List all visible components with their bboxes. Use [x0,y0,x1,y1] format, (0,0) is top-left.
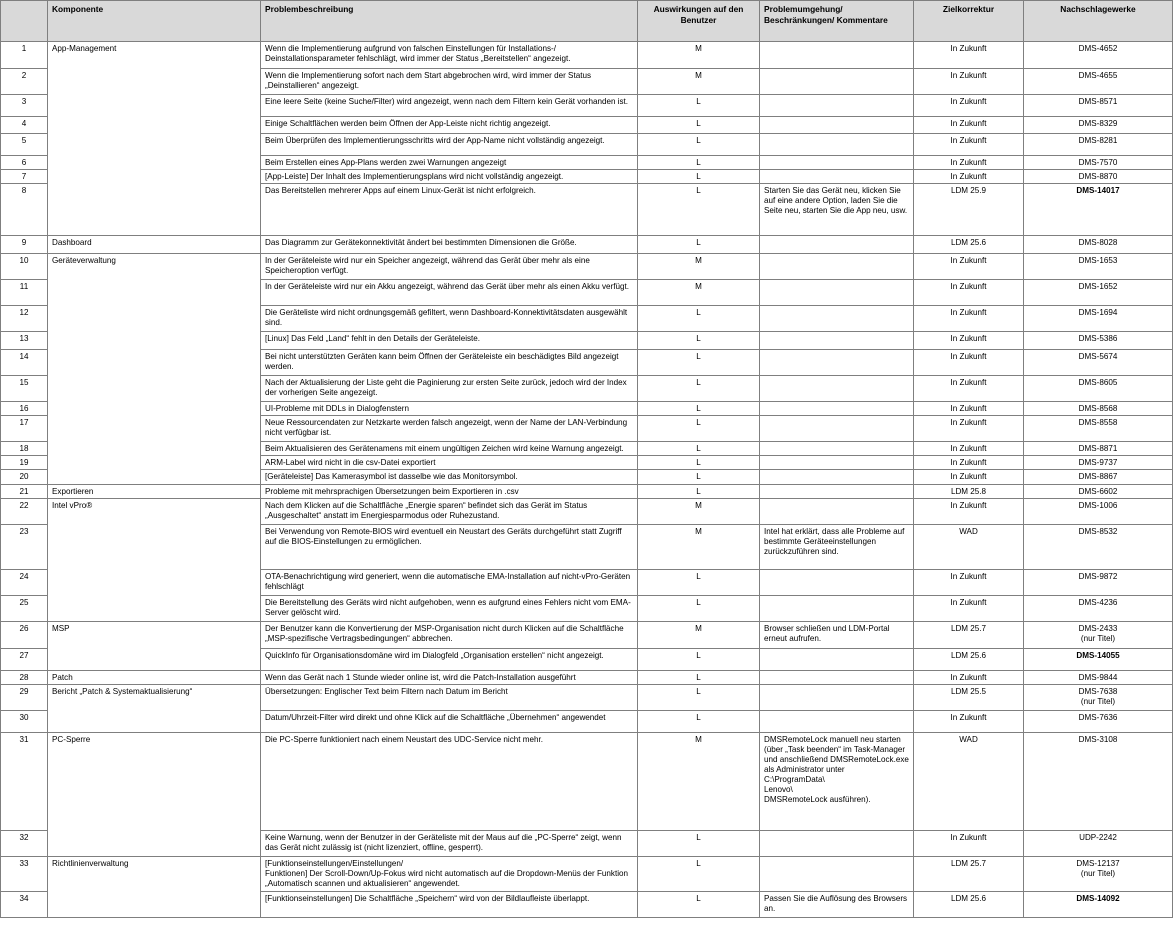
row-target: WAD [914,524,1024,569]
table-row [1,484,1173,498]
row-reference: DMS-8558 [1024,416,1173,442]
row-number: 2 [1,69,48,95]
row-target: In Zukunft [914,670,1024,684]
row-target: In Zukunft [914,830,1024,856]
row-impact: L [638,236,760,254]
row-component [48,350,261,376]
table-row [1,456,1173,470]
row-problem: Die PC-Sperre funktioniert nach einem Neustart des UDC-Service nicht mehr. [261,732,638,830]
row-reference: DMS-8532 [1024,524,1173,569]
row-number: 26 [1,621,48,648]
row-target: In Zukunft [914,170,1024,184]
table-row [1,470,1173,484]
row-reference: DMS-5674 [1024,350,1173,376]
row-reference: DMS-12137 (nur Titel) [1024,856,1173,891]
row-reference: DMS-14017 [1024,184,1173,236]
table-row [1,442,1173,456]
table-row [1,69,1173,95]
row-impact: M [638,732,760,830]
row-component [48,710,261,732]
header-number [1,1,48,42]
table-row [1,236,1173,254]
table-row [1,524,1173,569]
row-component [48,648,261,670]
row-reference: DMS-7638 (nur Titel) [1024,684,1173,710]
row-number: 5 [1,134,48,156]
table-row [1,134,1173,156]
table-row [1,684,1173,710]
row-target: In Zukunft [914,416,1024,442]
row-target: LDM 25.6 [914,648,1024,670]
row-target: In Zukunft [914,376,1024,402]
row-component: Bericht „Patch & Systemaktualisierung“ [48,684,261,710]
row-number: 11 [1,280,48,306]
row-problem: In der Geräteleiste wird nur ein Akku angezeigt, während das Gerät über mehr als einen Akku verfügt. [261,280,638,306]
row-workaround [760,306,914,332]
row-component [48,524,261,569]
row-problem: UI-Probleme mit DDLs in Dialogfenstern [261,402,638,416]
table-row [1,891,1173,917]
row-problem: Bei nicht unterstützten Geräten kann beim Öffnen der Geräteleiste ein beschädigtes Bild angezeigt werden. [261,350,638,376]
row-impact: L [638,856,760,891]
table-row [1,156,1173,170]
row-target: In Zukunft [914,42,1024,69]
row-impact: M [638,42,760,69]
row-reference: DMS-9872 [1024,569,1173,595]
row-workaround [760,470,914,484]
row-number: 8 [1,184,48,236]
row-impact: L [638,332,760,350]
row-impact: L [638,306,760,332]
row-number: 21 [1,484,48,498]
row-problem: Die Bereitstellung des Geräts wird nicht aufgehoben, wenn es aufgrund eines Fehlers nicht vom EMA-Server gelöscht wird. [261,595,638,621]
row-problem: [Funktionseinstellungen] Die Schaltfläche „Speichern“ wird von der Bildlaufleiste überlappt. [261,891,638,917]
table-row [1,830,1173,856]
row-impact: L [638,95,760,117]
row-component: Geräteverwaltung [48,254,261,280]
row-number: 16 [1,402,48,416]
row-problem: Beim Erstellen eines App-Plans werden zwei Warnungen angezeigt [261,156,638,170]
row-reference: DMS-1694 [1024,306,1173,332]
row-workaround [760,95,914,117]
row-workaround: Starten Sie das Gerät neu, klicken Sie auf eine andere Option, laden Sie die Seite neu, starten Sie die App neu, usw. [760,184,914,236]
row-component [48,170,261,184]
row-reference: DMS-6602 [1024,484,1173,498]
row-problem: Nach der Aktualisierung der Liste geht die Paginierung zur ersten Seite zurück, jedoch wird der Index der vorherigen Seite angezeigt. [261,376,638,402]
row-target: In Zukunft [914,156,1024,170]
row-impact: L [638,456,760,470]
row-workaround [760,456,914,470]
row-impact: L [638,830,760,856]
row-reference: DMS-7570 [1024,156,1173,170]
row-problem: Wenn die Implementierung aufgrund von falschen Einstellungen für Installations-/ Deinstallationsparameter fehlschlägt, wird immer der Status „Bereitstellen“ angezeigt. [261,42,638,69]
row-component [48,95,261,117]
row-workaround [760,484,914,498]
row-workaround [760,134,914,156]
row-problem: [Funktionseinstellungen/Einstellungen/ Funktionen] Der Scroll-Down/Up-Fokus wird nicht automatisch auf die Dropdown-Menüs der Funktion „Automatisch scannen und aktualisieren“ angewendet. [261,856,638,891]
table-body [1,42,1173,918]
row-reference: DMS-4652 [1024,42,1173,69]
row-workaround [760,856,914,891]
row-problem: Übersetzungen: Englischer Text beim Filtern nach Datum im Bericht [261,684,638,710]
row-target: In Zukunft [914,254,1024,280]
row-target: In Zukunft [914,117,1024,134]
row-reference: DMS-4236 [1024,595,1173,621]
row-problem: Einige Schaltflächen werden beim Öffnen der App-Leiste nicht richtig angezeigt. [261,117,638,134]
row-workaround [760,42,914,69]
row-impact: M [638,498,760,524]
row-number: 24 [1,569,48,595]
table-row [1,350,1173,376]
row-impact: L [638,402,760,416]
table-header-row [1,1,1173,42]
row-workaround: DMSRemoteLock manuell neu starten (über „Task beenden“ im Task-Manager und anschließend DMSRemoteLock.exe als Administrator unter C:\ProgramData\ Lenovo\ DMSRemoteLock ausführen). [760,732,914,830]
row-problem: Das Bereitstellen mehrerer Apps auf einem Linux-Gerät ist nicht erfolgreich. [261,184,638,236]
row-workaround [760,648,914,670]
row-reference: DMS-8871 [1024,442,1173,456]
row-reference: DMS-14055 [1024,648,1173,670]
row-number: 30 [1,710,48,732]
row-reference: UDP-2242 [1024,830,1173,856]
table-row [1,648,1173,670]
row-impact: L [638,350,760,376]
row-component: Intel vPro® [48,498,261,524]
row-impact: L [638,470,760,484]
row-component [48,306,261,332]
row-component [48,456,261,470]
row-target: LDM 25.7 [914,621,1024,648]
row-workaround [760,376,914,402]
row-reference: DMS-14092 [1024,891,1173,917]
row-number: 7 [1,170,48,184]
table-row [1,376,1173,402]
row-target: In Zukunft [914,306,1024,332]
row-reference: DMS-8281 [1024,134,1173,156]
header-reference: Nachschlagewerke [1024,1,1173,42]
row-workaround [760,170,914,184]
row-problem: ARM-Label wird nicht in die csv-Datei exportiert [261,456,638,470]
row-component [48,376,261,402]
row-reference: DMS-8605 [1024,376,1173,402]
table-row [1,280,1173,306]
row-impact: L [638,134,760,156]
row-component: Richtlinienverwaltung [48,856,261,891]
row-number: 6 [1,156,48,170]
row-workaround [760,156,914,170]
row-impact: L [638,416,760,442]
row-number: 29 [1,684,48,710]
row-workaround [760,254,914,280]
row-impact: L [638,184,760,236]
row-impact: L [638,376,760,402]
table-row [1,732,1173,830]
row-reference: DMS-9844 [1024,670,1173,684]
row-impact: L [638,442,760,456]
row-number: 17 [1,416,48,442]
row-impact: L [638,117,760,134]
row-workaround [760,670,914,684]
row-number: 33 [1,856,48,891]
row-reference: DMS-8028 [1024,236,1173,254]
row-number: 3 [1,95,48,117]
table-row [1,170,1173,184]
row-impact: L [638,684,760,710]
row-problem: [Geräteleiste] Das Kamerasymbol ist dasselbe wie das Monitorsymbol. [261,470,638,484]
row-component [48,156,261,170]
row-reference: DMS-5386 [1024,332,1173,350]
row-component [48,595,261,621]
row-component: Patch [48,670,261,684]
row-problem: In der Geräteleiste wird nur ein Speicher angezeigt, während das Gerät über mehr als eine Speicheroption verfügt. [261,254,638,280]
row-problem: OTA-Benachrichtigung wird generiert, wenn die automatische EMA-Installation auf nicht-vPro-Geräten fehlschlägt [261,569,638,595]
table-row [1,402,1173,416]
row-component [48,416,261,442]
row-number: 25 [1,595,48,621]
row-target: LDM 25.6 [914,236,1024,254]
row-impact: M [638,254,760,280]
row-target: In Zukunft [914,470,1024,484]
row-workaround [760,684,914,710]
row-problem: [Linux] Das Feld „Land“ fehlt in den Details der Geräteleiste. [261,332,638,350]
row-component: App-Management [48,42,261,69]
row-component [48,184,261,236]
row-problem: Wenn die Implementierung sofort nach dem Start abgebrochen wird, wird immer der Status „Deinstallieren“ angezeigt. [261,69,638,95]
row-workaround [760,69,914,95]
row-target: In Zukunft [914,69,1024,95]
row-problem: Datum/Uhrzeit-Filter wird direkt und ohne Klick auf die Schaltfläche „Übernehmen“ angewendet [261,710,638,732]
table-row [1,95,1173,117]
row-target: In Zukunft [914,134,1024,156]
table-row [1,856,1173,891]
table-row [1,254,1173,280]
table-row [1,117,1173,134]
row-target: In Zukunft [914,569,1024,595]
row-reference: DMS-8568 [1024,402,1173,416]
row-workaround [760,236,914,254]
row-workaround [760,117,914,134]
row-problem: Probleme mit mehrsprachigen Übersetzungen beim Exportieren in .csv [261,484,638,498]
row-target: WAD [914,732,1024,830]
row-reference: DMS-1653 [1024,254,1173,280]
row-number: 22 [1,498,48,524]
row-number: 23 [1,524,48,569]
table-row [1,306,1173,332]
row-workaround [760,710,914,732]
header-impact: Auswirkungen auf den Benutzer [638,1,760,42]
table-row [1,332,1173,350]
row-component [48,332,261,350]
row-workaround [760,332,914,350]
row-component: PC-Sperre [48,732,261,830]
row-reference: DMS-1006 [1024,498,1173,524]
row-component: MSP [48,621,261,648]
row-problem: Beim Überprüfen des Implementierungsschritts wird der App-Name nicht vollständig angezeigt. [261,134,638,156]
table-row [1,416,1173,442]
row-problem: Die Geräteliste wird nicht ordnungsgemäß gefiltert, wenn Dashboard-Konnektivitätsdaten ausgewählt sind. [261,306,638,332]
row-workaround [760,402,914,416]
row-component: Dashboard [48,236,261,254]
table-row [1,184,1173,236]
row-target: In Zukunft [914,456,1024,470]
row-number: 13 [1,332,48,350]
row-reference: DMS-4655 [1024,69,1173,95]
row-reference: DMS-9737 [1024,456,1173,470]
row-target: In Zukunft [914,595,1024,621]
row-number: 34 [1,891,48,917]
row-workaround [760,442,914,456]
row-workaround [760,416,914,442]
row-impact: L [638,710,760,732]
row-impact: L [638,170,760,184]
row-target: LDM 25.6 [914,891,1024,917]
row-workaround [760,280,914,306]
row-reference: DMS-1652 [1024,280,1173,306]
row-impact: L [638,484,760,498]
row-number: 28 [1,670,48,684]
row-reference: DMS-8329 [1024,117,1173,134]
row-workaround [760,830,914,856]
row-target: In Zukunft [914,402,1024,416]
row-problem: Nach dem Klicken auf die Schaltfläche „Energie sparen“ befindet sich das Gerät im Status „Ausgeschaltet“ anstatt im Energiesparmodus oder Ruhezustand. [261,498,638,524]
row-problem: Bei Verwendung von Remote-BIOS wird eventuell ein Neustart des Geräts durchgeführt statt Zugriff auf die BIOS-Einstellungen zu ermöglichen. [261,524,638,569]
row-component [48,402,261,416]
row-workaround: Passen Sie die Auflösung des Browsers an. [760,891,914,917]
row-number: 32 [1,830,48,856]
row-reference: DMS-7636 [1024,710,1173,732]
row-impact: L [638,648,760,670]
row-component [48,891,261,917]
table-row [1,569,1173,595]
row-workaround [760,595,914,621]
row-reference: DMS-8571 [1024,95,1173,117]
row-component [48,830,261,856]
table-row [1,42,1173,69]
row-impact: L [638,569,760,595]
row-component [48,69,261,95]
header-target: Zielkorrektur [914,1,1024,42]
row-problem: [App-Leiste] Der Inhalt des Implementierungsplans wird nicht vollständig angezeigt. [261,170,638,184]
table-row [1,670,1173,684]
row-target: In Zukunft [914,498,1024,524]
header-component: Komponente [48,1,261,42]
row-number: 1 [1,42,48,69]
row-number: 9 [1,236,48,254]
header-problem: Problembeschreibung [261,1,638,42]
row-number: 20 [1,470,48,484]
row-number: 10 [1,254,48,280]
row-workaround [760,498,914,524]
row-number: 31 [1,732,48,830]
table-row [1,710,1173,732]
row-problem: Beim Aktualisieren des Gerätenamens mit einem ungültigen Zeichen wird keine Warnung angezeigt. [261,442,638,456]
row-problem: Das Diagramm zur Gerätekonnektivität ändert bei bestimmten Dimensionen die Größe. [261,236,638,254]
row-component [48,134,261,156]
row-target: LDM 25.8 [914,484,1024,498]
row-component: Exportieren [48,484,261,498]
row-impact: L [638,156,760,170]
row-problem: Neue Ressourcendaten zur Netzkarte werden falsch angezeigt, wenn der Name der LAN-Verbindung nicht verfügbar ist. [261,416,638,442]
row-target: In Zukunft [914,332,1024,350]
row-reference: DMS-3108 [1024,732,1173,830]
row-problem: Eine leere Seite (keine Suche/Filter) wird angezeigt, wenn nach dem Filtern kein Gerät vorhanden ist. [261,95,638,117]
row-workaround [760,569,914,595]
row-target: In Zukunft [914,350,1024,376]
row-problem: Wenn das Gerät nach 1 Stunde wieder online ist, wird die Patch-Installation ausgeführt [261,670,638,684]
row-component [48,442,261,456]
row-problem: QuickInfo für Organisationsdomäne wird im Dialogfeld „Organisation erstellen“ nicht angezeigt. [261,648,638,670]
row-impact: L [638,670,760,684]
table-row [1,621,1173,648]
row-number: 12 [1,306,48,332]
row-impact: L [638,595,760,621]
row-component [48,117,261,134]
row-impact: M [638,69,760,95]
row-workaround [760,350,914,376]
row-component [48,569,261,595]
row-workaround: Browser schließen und LDM-Portal erneut aufrufen. [760,621,914,648]
row-target: LDM 25.7 [914,856,1024,891]
row-number: 14 [1,350,48,376]
row-problem: Der Benutzer kann die Konvertierung der MSP-Organisation nicht durch Klicken auf die Schaltfläche „MSP-spezifische Vertragsbedingungen“ abbrechen. [261,621,638,648]
row-target: LDM 25.5 [914,684,1024,710]
row-target: In Zukunft [914,280,1024,306]
row-target: In Zukunft [914,95,1024,117]
row-number: 27 [1,648,48,670]
row-reference: DMS-8867 [1024,470,1173,484]
row-impact: M [638,621,760,648]
row-impact: L [638,891,760,917]
row-reference: DMS-2433 (nur Titel) [1024,621,1173,648]
row-target: LDM 25.9 [914,184,1024,236]
table-row [1,595,1173,621]
row-target: In Zukunft [914,710,1024,732]
header-workaround: Problemumgehung/ Beschränkungen/ Kommentare [760,1,914,42]
row-number: 15 [1,376,48,402]
row-impact: M [638,524,760,569]
row-problem: Keine Warnung, wenn der Benutzer in der Geräteliste mit der Maus auf die „PC-Sperre“ zeigt, wenn das Gerät nicht zulässig ist (nicht lizenziert, offline, gesperrt). [261,830,638,856]
row-reference: DMS-8870 [1024,170,1173,184]
row-component [48,470,261,484]
row-impact: M [638,280,760,306]
row-number: 18 [1,442,48,456]
table-row [1,498,1173,524]
row-number: 19 [1,456,48,470]
row-number: 4 [1,117,48,134]
row-target: In Zukunft [914,442,1024,456]
row-component [48,280,261,306]
row-workaround: Intel hat erklärt, dass alle Probleme auf bestimmte Geräteeinstellungen zurückzuführen sind. [760,524,914,569]
